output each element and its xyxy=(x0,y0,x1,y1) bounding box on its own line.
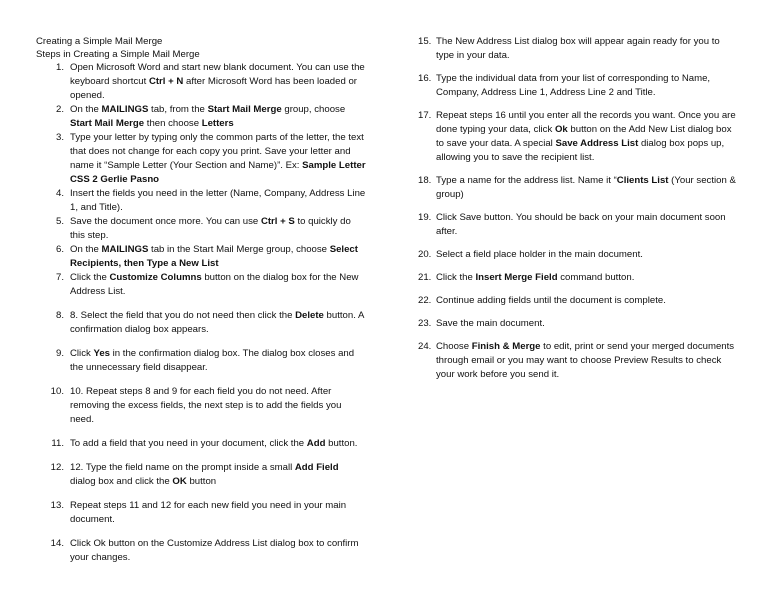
step-text-run: to quickly do this step. xyxy=(70,216,351,241)
step-text-bold: OK xyxy=(172,476,187,487)
step-number: 11. xyxy=(51,438,64,449)
step-text-bold: Ok xyxy=(554,124,568,135)
list-item xyxy=(418,35,740,63)
step-number: 17. xyxy=(418,110,432,121)
list-item xyxy=(36,309,366,337)
step-text-bold: Ctrl + S xyxy=(260,216,295,227)
step-number: 15. xyxy=(418,36,432,47)
list-item xyxy=(36,537,366,565)
step-text-bold: Select Recipients, then Type a New List xyxy=(70,244,358,269)
step-text-run: Repeat steps 16 until you enter all the records you want. Once you are done typing your data, click xyxy=(436,110,736,135)
list-item xyxy=(418,294,740,308)
step-text-bold: MAILINGS xyxy=(101,104,149,115)
step-text-bold: Yes xyxy=(93,348,110,359)
step-text-run: Select a field place holder in the main document. xyxy=(436,249,643,260)
step-text-run: Continue adding fields until the document is complete. xyxy=(436,295,666,306)
step-text-bold: Insert Merge Field xyxy=(475,272,558,283)
step-text-run: Type a name for the address list. Name it “ xyxy=(436,175,617,186)
list-item xyxy=(36,103,366,131)
step-text-run: command button. xyxy=(557,272,635,283)
step-text-run: button xyxy=(186,476,217,487)
step-text xyxy=(70,385,366,427)
step-text-run: (Your section & group) xyxy=(436,175,736,200)
step-text-run: Choose xyxy=(436,341,472,352)
list-item xyxy=(36,461,366,489)
step-text-run: tab in the Start Mail Merge group, choose xyxy=(148,244,330,255)
step-text xyxy=(436,271,740,285)
step-text-bold: Start Mail Merge xyxy=(70,118,145,129)
step-text-run: Click xyxy=(70,348,94,359)
step-text xyxy=(70,347,366,375)
step-number: 12. xyxy=(50,462,64,473)
document-subtitle: Steps in Creating a Simple Mail Merge xyxy=(36,49,200,60)
list-item xyxy=(36,347,366,375)
step-number: 8. xyxy=(55,310,64,321)
step-text-run: Insert the fields you need in the letter (Name, Company, Address Line 1, and Title). xyxy=(70,188,366,213)
document-title: Creating a Simple Mail Merge xyxy=(36,36,163,47)
step-text xyxy=(70,537,366,565)
step-text-run: On the xyxy=(70,104,102,115)
step-text-bold: Save Address List xyxy=(555,138,639,149)
step-number: 18. xyxy=(418,175,432,186)
step-text xyxy=(70,243,366,271)
step-text-bold: MAILINGS xyxy=(101,244,149,255)
step-text-run: button. A confirmation dialog box appears. xyxy=(70,310,364,335)
step-number: 23. xyxy=(418,318,432,329)
step-text-run: Click Ok button on the Customize Address List dialog box to confirm your changes. xyxy=(70,538,359,563)
step-text-run: button on the dialog box for the New Address List. xyxy=(70,272,359,297)
steps-list-left xyxy=(36,61,366,565)
list-item xyxy=(36,437,366,451)
step-number: 20. xyxy=(418,249,432,260)
step-text-bold: Add Field xyxy=(294,462,339,473)
step-text-run: Type your letter by typing only the common parts of the letter, the text that does not change for each copy you print. Save your letter and name it “Sample Letter (Your Section and Name)”. Ex: xyxy=(70,132,364,171)
step-text-run: Open Microsoft Word and start new blank document. You can use the keyboard shortcut xyxy=(70,62,365,87)
list-item xyxy=(418,72,740,100)
step-text xyxy=(436,211,740,239)
step-text-run: 8. Select the field that you do not need then click the xyxy=(70,310,296,321)
step-text xyxy=(70,309,366,337)
step-text xyxy=(436,35,740,63)
step-number: 9. xyxy=(55,348,64,359)
step-text-run: button. xyxy=(325,438,358,449)
step-number: 21. xyxy=(418,272,432,283)
right-column xyxy=(418,35,740,382)
step-text xyxy=(70,131,366,187)
step-text-run: 12. Type the field name on the prompt inside a small xyxy=(70,462,295,473)
step-text-run: button on the Add New List dialog box to save your data. A special xyxy=(436,124,732,149)
step-text xyxy=(436,72,740,100)
step-text-run: tab, from the xyxy=(148,104,208,115)
list-item xyxy=(36,385,366,427)
list-item xyxy=(36,499,366,527)
step-text-run: dialog box and click the xyxy=(70,476,173,487)
list-item xyxy=(36,271,366,299)
step-text-run: The New Address List dialog box will appear again ready for you to type in your data. xyxy=(436,36,720,61)
step-number: 16. xyxy=(418,73,432,84)
step-text-run: to edit, print or send your merged documents through email or you may want to choose Preview Results to check your work before you send it. xyxy=(436,341,735,380)
step-number: 6. xyxy=(55,244,64,255)
step-text-run: Save the document once more. You can use xyxy=(70,216,261,227)
step-text xyxy=(70,461,366,489)
step-text xyxy=(436,174,740,202)
list-item xyxy=(418,271,740,285)
list-item xyxy=(36,215,366,243)
step-text-bold: Clients List xyxy=(616,175,669,186)
step-text xyxy=(70,61,366,103)
step-text-run: Type the individual data from your list of corresponding to Name, Company, Address Line 1, Address Line 2 and Title. xyxy=(436,73,711,98)
list-item xyxy=(418,211,740,239)
step-text-bold: Delete xyxy=(295,310,324,321)
step-number: 5. xyxy=(55,216,64,227)
list-item xyxy=(418,317,740,331)
step-number: 2. xyxy=(55,104,64,115)
step-text xyxy=(436,294,740,308)
step-text xyxy=(70,271,366,299)
step-text xyxy=(70,215,366,243)
step-text-run: Save the main document. xyxy=(436,318,545,329)
step-text-run: Click the xyxy=(70,272,110,283)
step-text xyxy=(436,340,740,382)
list-item xyxy=(36,187,366,215)
step-number: 14. xyxy=(50,538,64,549)
step-text xyxy=(436,248,740,262)
step-text xyxy=(436,317,740,331)
step-text-bold: Ctrl + N xyxy=(148,76,184,87)
step-number: 4. xyxy=(55,188,64,199)
step-text-run: dialog box pops up, allowing you to save the recipient list. xyxy=(436,138,725,163)
step-text-bold: Letters xyxy=(201,118,234,129)
step-text xyxy=(70,187,366,215)
step-text xyxy=(436,109,740,165)
step-text xyxy=(70,437,366,451)
step-number: 13. xyxy=(50,500,64,511)
step-text-run: 10. Repeat steps 8 and 9 for each field you do not need. After removing the excess fields, the next step is to add the fields you need. xyxy=(70,386,342,425)
list-item xyxy=(418,248,740,262)
step-number: 10. xyxy=(50,386,64,397)
step-text-run: Click the xyxy=(436,272,476,283)
step-text-bold: Add xyxy=(306,438,326,449)
step-number: 7. xyxy=(55,272,64,283)
steps-list-right xyxy=(418,35,740,382)
step-number: 24. xyxy=(418,341,432,352)
list-item xyxy=(418,340,740,382)
step-number: 3. xyxy=(55,132,64,143)
step-text-run: in the confirmation dialog box. The dialog box closes and the unnecessary field disappear. xyxy=(70,348,355,373)
step-text xyxy=(70,499,366,527)
step-text-run: after Microsoft Word has been loaded or opened. xyxy=(70,76,357,101)
step-number: 1. xyxy=(55,62,64,73)
left-column xyxy=(36,35,366,565)
step-text-bold: Finish & Merge xyxy=(471,341,541,352)
step-text-run: To add a field that you need in your document, click the xyxy=(70,438,307,449)
step-text xyxy=(70,103,366,131)
list-item xyxy=(418,109,740,165)
step-number: 19. xyxy=(418,212,432,223)
step-text-run: then choose xyxy=(144,118,202,129)
step-text-bold: Start Mail Merge xyxy=(207,104,282,115)
list-item xyxy=(36,131,366,187)
list-item xyxy=(418,174,740,202)
step-text-run: group, choose xyxy=(281,104,346,115)
step-text-bold: Sample Letter CSS 2 Gerlie Pasno xyxy=(70,160,366,185)
step-text-bold: Customize Columns xyxy=(109,272,202,283)
step-text-run: On the xyxy=(70,244,102,255)
step-number: 22. xyxy=(418,295,432,306)
list-item xyxy=(36,243,366,271)
step-text-run: Repeat steps 11 and 12 for each new field you need in your main document. xyxy=(70,500,347,525)
step-text-run: Click Save button. You should be back on your main document soon after. xyxy=(436,212,726,237)
list-item xyxy=(36,61,366,103)
